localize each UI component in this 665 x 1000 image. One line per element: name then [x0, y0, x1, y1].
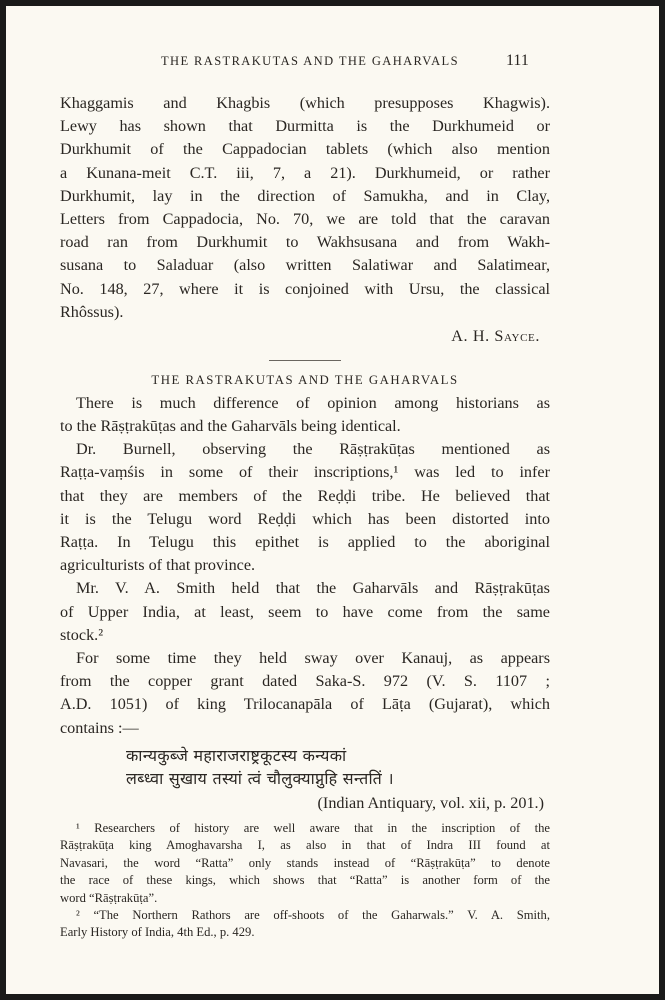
text-line: road ran from Durkhumit to Wakhsusana and from Wakh- [60, 233, 550, 252]
text-line: Raṭṭa-vaṃśis in some of their inscriptions,¹ was led to infer [60, 463, 550, 482]
paragraph-4 [60, 647, 550, 740]
text-line: a Kunana-meit C.T. iii, 7, a 21). Durkhumeid, or rather [60, 163, 550, 182]
footnote-line: ² “The Northern Rathors are off-shoots of the Gaharwals.” V. A. Smith, [76, 908, 550, 923]
footnotes [60, 820, 550, 942]
page-number: 111 [506, 52, 529, 69]
section-divider [269, 360, 341, 361]
text-line: agriculturists of that province. [60, 556, 256, 575]
text-line: Letters from Cappadocia, No. 70, we are told that the caravan [60, 209, 550, 228]
article-title: THE RASTRAKUTAS AND THE GAHARVALS [151, 372, 459, 387]
text-line: from the copper grant dated Saka-S. 972 (V. S. 1107 ; [60, 672, 550, 691]
verse-line: कान्यकुब्जे महाराजराष्ट्रकूटस्य कन्यकां [126, 745, 347, 765]
footnote-line: ¹ Researchers of history are well aware that in the inscription of the [76, 821, 550, 835]
continuation-paragraph [60, 92, 550, 324]
body-text [60, 92, 550, 816]
text-line: stock.² [60, 625, 104, 644]
author-signature: A. H. Sayce. [451, 326, 540, 345]
footnote-line: word “Rāṣṭrakūṭa”. [60, 890, 158, 905]
text-line: Khaggamis and Khagbis (which presupposes Khagwis). [60, 94, 550, 112]
book-page [6, 6, 659, 994]
footnote-2 [60, 907, 550, 942]
footnote-line: Navasari, the word “Ratta” only stands instead of “Rāṣṭrakūṭa” to denote [60, 855, 550, 870]
text-line: susana to Saladuar (also written Salatiwar and Salatimear, [60, 256, 550, 275]
text-line: Durkhumit, lay in the direction of Samukha, and in Clay, [60, 186, 550, 205]
footnote-1 [60, 820, 550, 907]
text-line: For some time they held sway over Kanauj, as appears [76, 648, 550, 667]
paragraph-1 [60, 392, 550, 438]
text-line: contains :— [60, 718, 139, 737]
text-line: Rhôssus). [60, 302, 124, 321]
running-title: THE RASTRAKUTAS AND THE GAHARVALS [161, 54, 459, 68]
text-line: it is the Telugu word Reḍḍi which has been distorted into [60, 509, 550, 528]
footnote-line: Rāṣṭrakūṭa king Amoghavarsha I, as also in that of Indra III found at [60, 838, 550, 853]
footnote-line: the race of these kings, which shows that “Ratta” is another form of the [60, 873, 550, 888]
paragraph-3 [60, 577, 550, 647]
text-line: Durkhumit of the Cappadocian tablets (which also mention [60, 140, 550, 159]
text-line: Lewy has shown that Durmitta is the Durkhumeid or [60, 117, 550, 136]
verse-line: लब्ध्वा सुखाय तस्यां त्वं चौलुक्याप्नुहि सन्ततिं । [126, 768, 394, 788]
text-line: that they are members of the Reḍḍi tribe. He believed that [60, 486, 550, 505]
text-line: No. 148, 27, where it is conjoined with Ursu, the classical [60, 279, 550, 298]
footnote-line: Early History of India, 4th Ed., p. 429. [60, 925, 255, 940]
text-line: Raṭṭa. In Telugu this epithet is applied to the aboriginal [60, 533, 550, 551]
running-head [6, 52, 659, 76]
text-line: of Upper India, at least, seem to have come from the same [60, 602, 550, 621]
text-line: There is much difference of opinion among historians as [76, 393, 550, 412]
paragraph-2 [60, 438, 550, 577]
text-line: Dr. Burnell, observing the Rāṣṭrakūṭas mentioned as [76, 440, 550, 459]
text-line: Mr. V. A. Smith held that the Gaharvāls and Rāṣṭrakūṭas [76, 579, 550, 598]
text-line: to the Rāṣṭrakūṭas and the Gaharvāls being identical. [60, 417, 401, 436]
verse-citation: (Indian Antiquary, vol. xii, p. 201.) [317, 793, 544, 812]
text-line: A.D. 1051) of king Trilocanapāla of Lāṭa (Gujarat), which [60, 695, 550, 714]
sanskrit-verse [60, 744, 550, 790]
